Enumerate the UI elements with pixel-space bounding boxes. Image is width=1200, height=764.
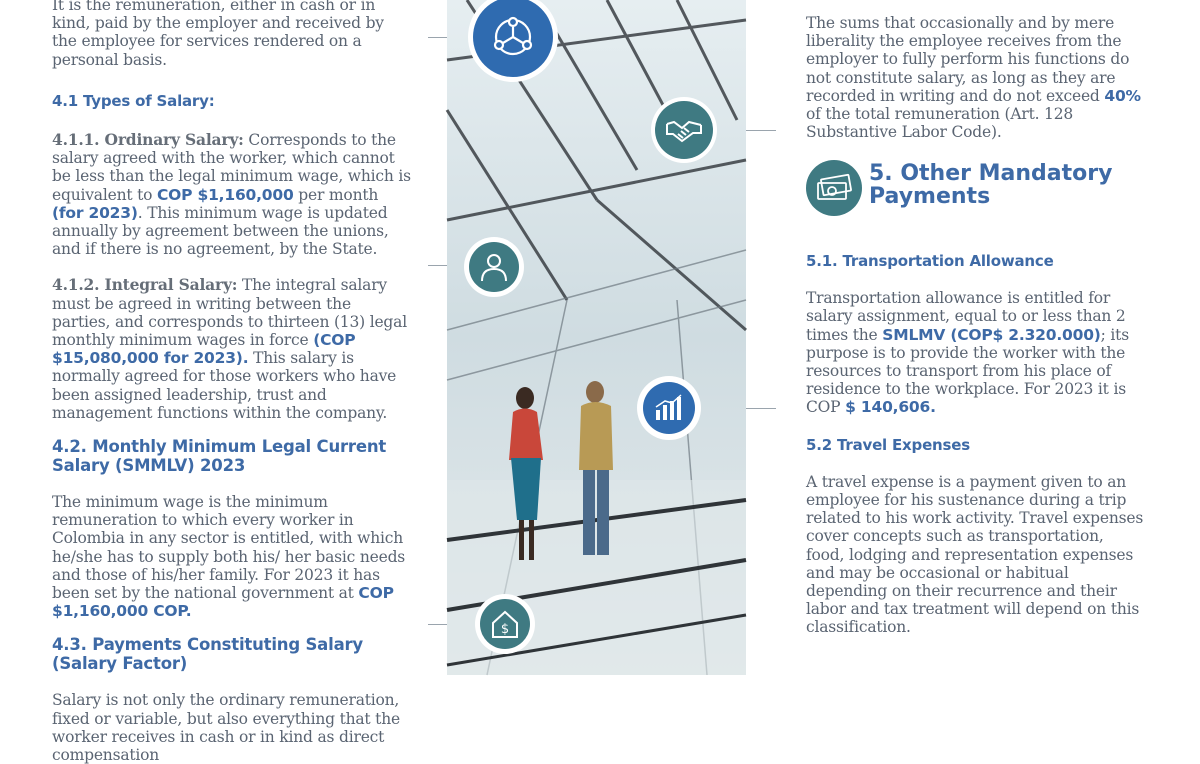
salary-definition: It is the remuneration, either in cash or in kind, paid by the employer and received by the employee for services rendered on a personal basis. xyxy=(52,0,384,69)
integral-salary-text: The integral salary must be agreed in writing between the parties, and corresponds to thirteen (13) legal monthly minimum wages in force xyxy=(52,276,407,350)
handshake-icon xyxy=(651,97,717,163)
smmlv-amount: COP $1,160,000 COP. xyxy=(52,584,394,621)
transport-smlmv: SMLMV (COP$ 2.320.000) xyxy=(882,325,1101,344)
smmlv-text: The minimum wage is the minimum remuneration to which every worker in Colombia in any sector is entitled, with which he/she has to supply both his/ her basic needs and those of his/her family. For 2023 it has been set by the national government at xyxy=(52,493,406,603)
liberality-text-b: of the total remuneration (Art. 128 Substantive Labor Code). xyxy=(806,105,1074,142)
smmlv-heading: 4.2. Monthly Minimum Legal Current Salary (SMMLV) 2023 xyxy=(52,437,387,475)
travel-paragraph: A travel expense is a payment given to an employee for his sustenance during a trip related to his work activity. Travel expenses cover concepts such as transportation, food, lodging and representation expenses and may be occasional or habitual depending on their recurrence and their labor and tax treatment will depend on this classification. xyxy=(806,472,1144,637)
section-5-title: 5. Other Mandatory Payments xyxy=(869,161,1113,209)
ordinary-salary-text: Corresponds to the salary agreed with the worker, which cannot be less than the legal minimum wage, which is equivalent to xyxy=(52,131,411,204)
liberality-paragraph xyxy=(806,14,1146,141)
transport-text: Transportation allowance is entitled for salary assignment, equal to or less than 2 times the xyxy=(806,289,1126,344)
integral-salary-amount: (COP $15,080,000 for 2023). xyxy=(52,331,356,368)
integral-salary-label: 4.1.2. Integral Salary: xyxy=(52,275,238,295)
right-column xyxy=(806,14,1146,141)
travel-heading: 5.2 Travel Expenses xyxy=(806,435,970,454)
liberality-text: The sums that occasionally and by mere liberality the employee receives from the employer to fully perform his functions do not constitute salary, as long as they are recorded in writing and do not exceed xyxy=(806,14,1130,105)
ordinary-salary-year: (for 2023) xyxy=(52,203,138,222)
ordinary-salary-paragraph xyxy=(52,131,412,258)
salary-factor-heading: 4.3. Payments Constituting Salary (Salary Factor) xyxy=(52,635,363,673)
transport-heading: 5.1. Transportation Allowance xyxy=(806,252,1054,270)
transport-amount: $ 140,606. xyxy=(845,398,936,417)
smmlv-paragraph xyxy=(52,493,412,620)
integral-salary-paragraph xyxy=(52,276,412,422)
liberality-percent: 40% xyxy=(1104,86,1141,105)
svg-text:$: $ xyxy=(500,622,510,637)
ordinary-salary-amount: COP $1,160,000 xyxy=(157,185,294,204)
ordinary-salary-text-b: per month xyxy=(293,185,379,204)
ordinary-salary-label: 4.1.1. Ordinary Salary: xyxy=(52,130,244,150)
house-dollar-icon xyxy=(475,594,535,654)
left-column xyxy=(52,0,412,764)
salary-factor-paragraph: Salary is not only the ordinary remuneration, fixed or variable, but also everything that the worker receives in cash or in kind as direct compensation xyxy=(52,691,400,764)
transport-paragraph xyxy=(806,289,1146,416)
ordinary-salary-text-c: . This minimum wage is updated annually by agreement between the unions, and if there is no agreement, by the State. xyxy=(52,203,389,259)
types-of-salary-heading: 4.1 Types of Salary: xyxy=(52,91,215,110)
bar-chart-icon xyxy=(637,376,701,440)
transport-block xyxy=(806,252,1146,637)
section-5-header xyxy=(806,160,1166,216)
integral-salary-text-b: This salary is normally agreed for those workers who have been assigned leadership, trust and management functions within the company. xyxy=(52,349,397,422)
money-bill-icon xyxy=(806,160,862,216)
person-icon xyxy=(464,237,524,297)
transport-text-b: ; its purpose is to provide the worker with the resources to transport from his place of residence to the workplace. For 2023 it is COP xyxy=(806,325,1129,417)
